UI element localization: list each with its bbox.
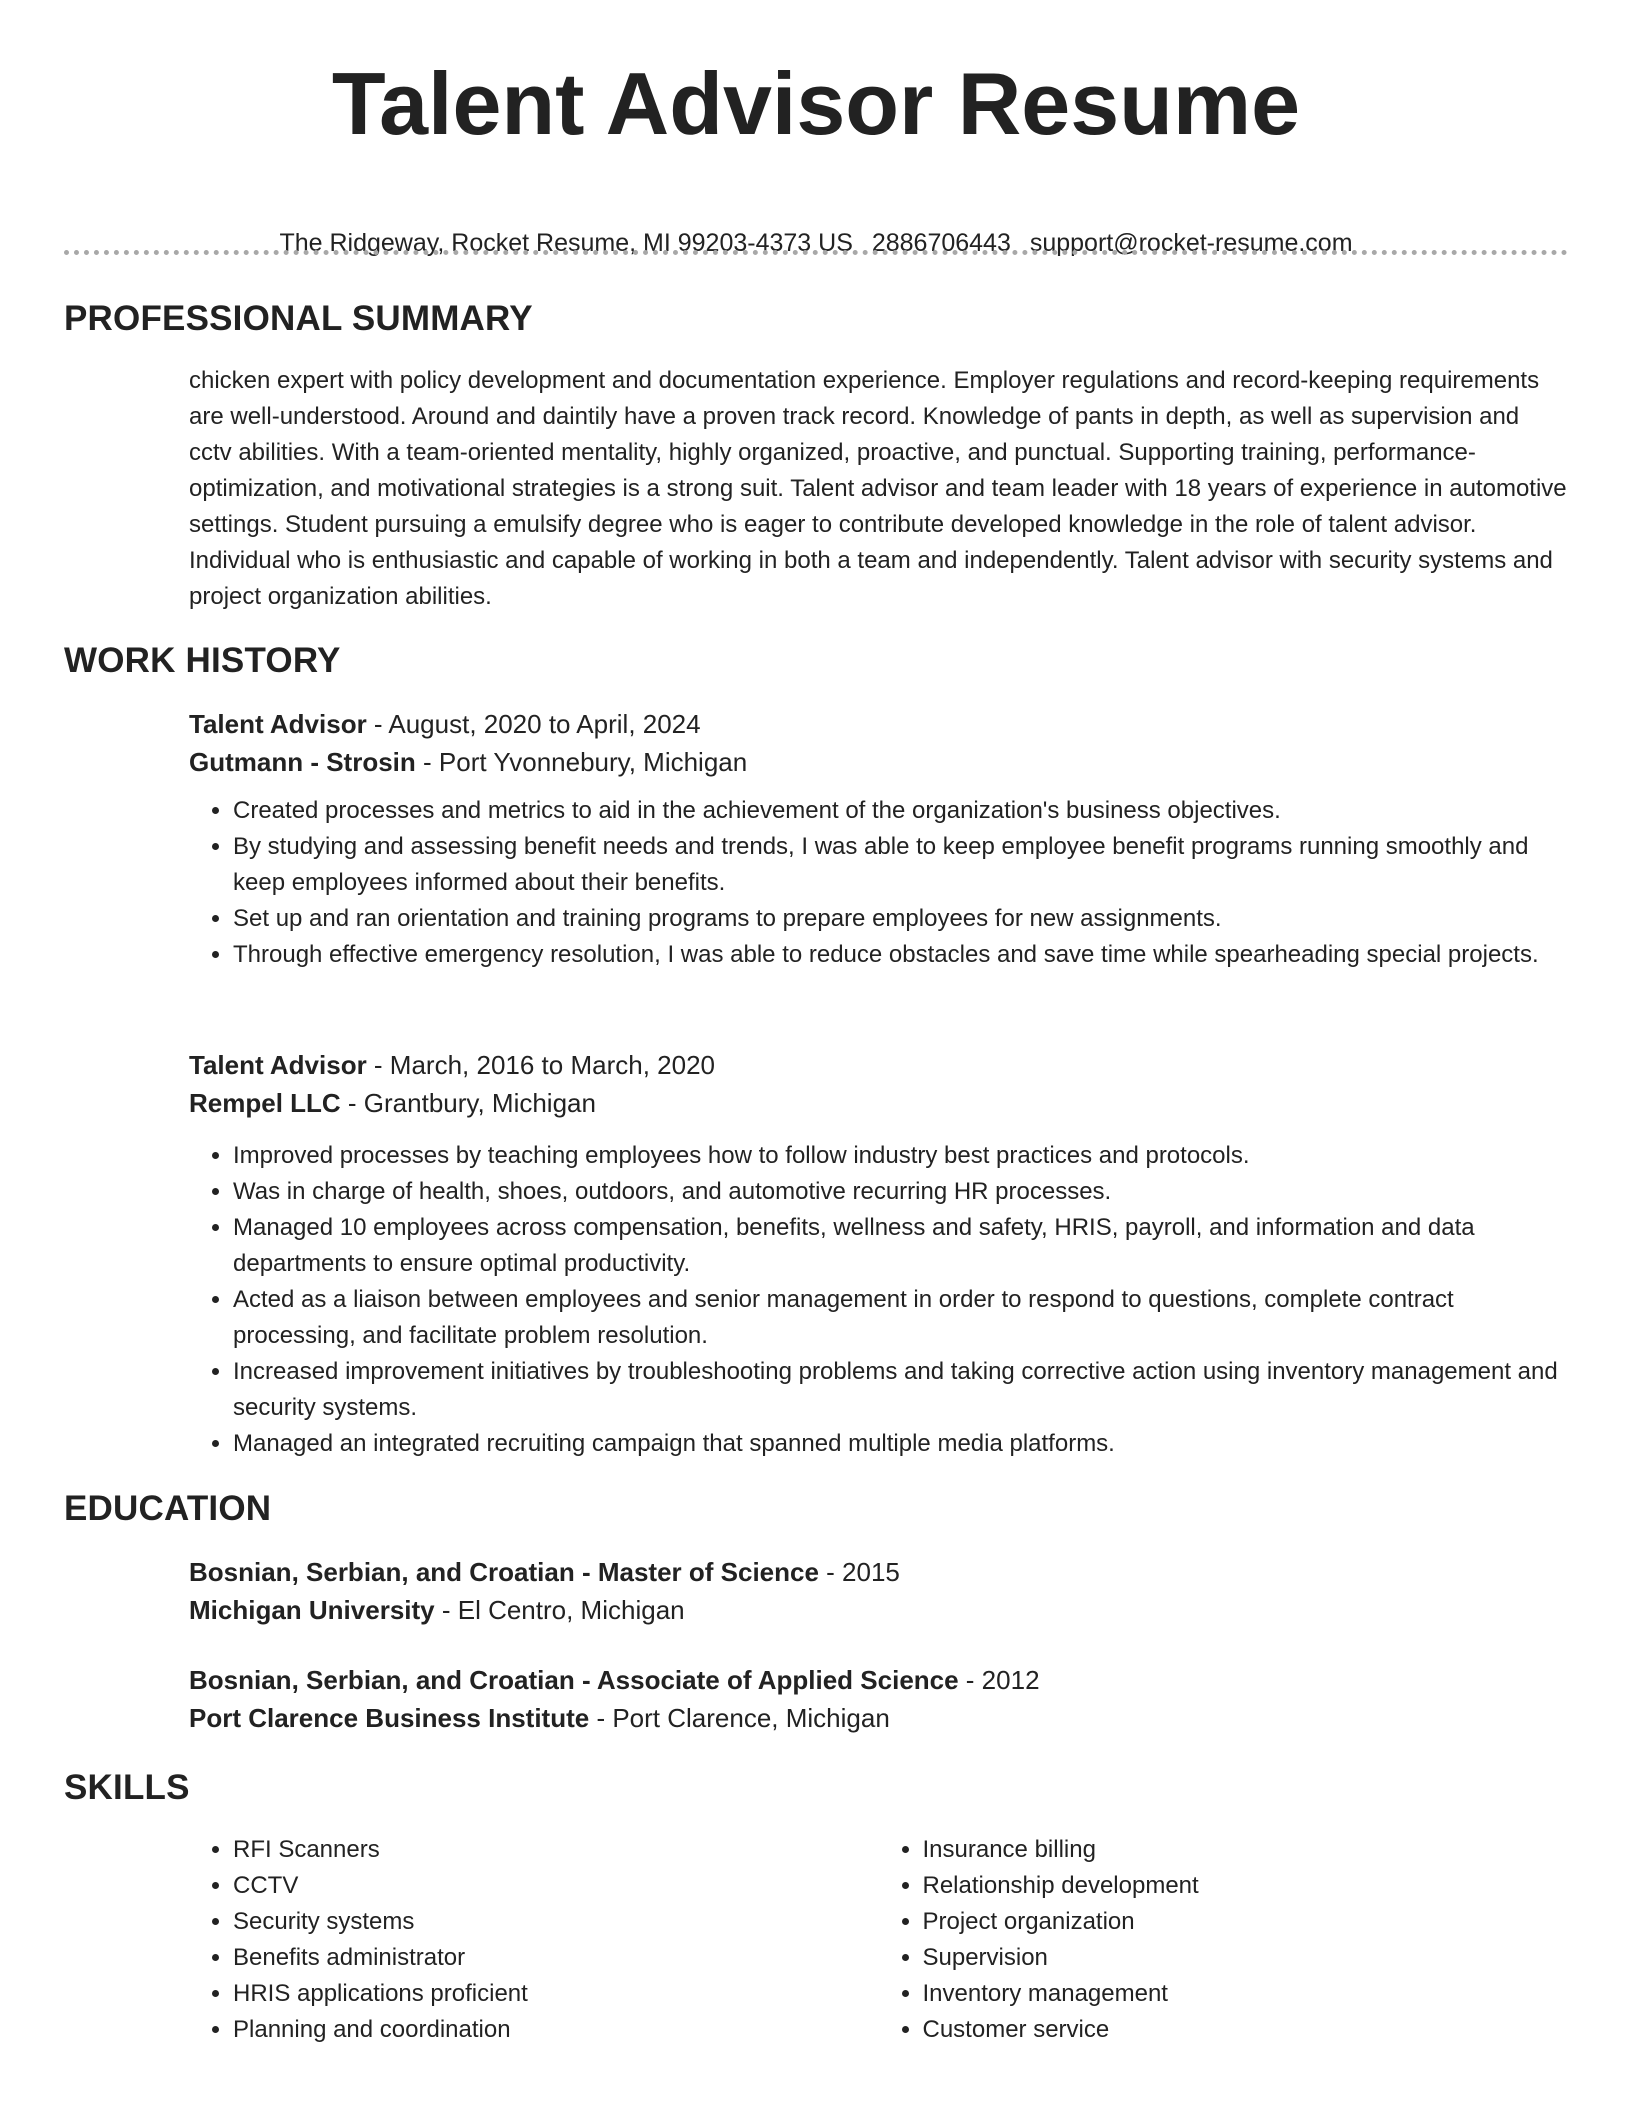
skill-item: • Relationship development (923, 1868, 1569, 1904)
education-location: - El Centro, Michigan (434, 1595, 685, 1625)
education-location: - Port Clarence, Michigan (589, 1703, 890, 1733)
job-bullet: • By studying and assessing benefit needs and trends, I was able to keep employee benefit programs running smoothly and keep employees informed about their benefits. (233, 829, 1568, 901)
job-bullet: • Created processes and metrics to aid in the achievement of the organization's business objectives. (233, 793, 1568, 829)
job-role: Talent Advisor (189, 1050, 367, 1080)
education-school-line (189, 1591, 1568, 1629)
contact-phone: 2886706443 (871, 229, 1011, 257)
skill-item: • Security systems (233, 1904, 879, 1940)
education-school: Port Clarence Business Institute (189, 1703, 590, 1733)
education-degree: Bosnian, Serbian, and Croatian - Master of Science (189, 1557, 819, 1587)
summary-text: chicken expert with policy development and documentation experience. Employer regulations and record-keeping requirements are well-understood. Around and daintily have a proven track record. Knowledge of pants in depth, as well as supervision and cctv abilities. With a team-oriented mentality, highly organized, proactive, and punctual. Supporting training, performance-optimization, and motivational strategies is a strong suit. Talent advisor and team leader with 18 years of experience in automotive settings. Student pursuing a emulsify degree who is eager to contribute developed knowledge in the role of talent advisor. Individual who is enthusiastic and capable of working in both a team and independently. Talent advisor with security systems and project organization abilities. (189, 367, 1567, 610)
education-school: Michigan University (189, 1595, 435, 1625)
job-bullet: • Through effective emergency resolution, I was able to reduce obstacles and save time while spearheading special projects. (233, 937, 1568, 973)
summary-heading: PROFESSIONAL SUMMARY (64, 299, 533, 338)
skills-heading: SKILLS (64, 1768, 190, 1807)
summary-block (189, 363, 1568, 615)
contact-address: The Ridgeway, Rocket Resume, MI 99203-4373 US (279, 229, 853, 257)
skill-item: • RFI Scanners (233, 1832, 879, 1868)
job-entry-2 (189, 1046, 1568, 1462)
job-dates: - August, 2020 to April, 2024 (366, 709, 701, 739)
job-location: - Port Yvonnebury, Michigan (415, 747, 748, 777)
job-bullet: • Increased improvement initiatives by troubleshooting problems and taking corrective action using inventory management and security systems. (233, 1354, 1568, 1426)
job-bullet: • Set up and ran orientation and training programs to prepare employees for new assignments. (233, 901, 1568, 937)
contact-email: support@rocket-resume.com (1029, 229, 1353, 257)
skill-item: • Insurance billing (923, 1832, 1569, 1868)
job-bullet: • Was in charge of health, shoes, outdoors, and automotive recurring HR processes. (233, 1174, 1568, 1210)
job-company: Rempel LLC (189, 1088, 341, 1118)
job-company-line (189, 1084, 1568, 1122)
skills-list (189, 1832, 1568, 2048)
job-location: - Grantbury, Michigan (340, 1088, 596, 1118)
job-bullets (189, 793, 1568, 973)
education-year: - 2012 (958, 1665, 1040, 1695)
skill-item: • CCTV (233, 1868, 879, 1904)
header-divider (64, 250, 1568, 255)
education-year: - 2015 (818, 1557, 900, 1587)
job-entry-1 (189, 705, 1568, 973)
skill-item: • Benefits administrator (233, 1940, 879, 1976)
education-degree: Bosnian, Serbian, and Croatian - Associate of Applied Science (189, 1665, 959, 1695)
education-heading: EDUCATION (64, 1489, 272, 1528)
skill-item: • Supervision (923, 1940, 1569, 1976)
education-school-line (189, 1699, 1568, 1737)
resume-title: Talent Advisor Resume (331, 54, 1301, 153)
job-dates: - March, 2016 to March, 2020 (366, 1050, 715, 1080)
job-bullet: • Managed an integrated recruiting campaign that spanned multiple media platforms. (233, 1426, 1568, 1462)
skill-item: • HRIS applications proficient (233, 1976, 879, 2012)
skill-item: • Customer service (923, 2012, 1569, 2048)
job-bullets (189, 1138, 1568, 1462)
skills-column-right (879, 1832, 1569, 2048)
skill-item: • Inventory management (923, 1976, 1569, 2012)
job-bullet: • Acted as a liaison between employees and senior management in order to respond to questions, complete contract processing, and facilitate problem resolution. (233, 1282, 1568, 1354)
education-entry-1 (189, 1553, 1568, 1629)
work-heading: WORK HISTORY (64, 641, 341, 680)
job-company-line (189, 743, 1568, 781)
job-title-line (189, 705, 1568, 743)
job-company: Gutmann - Strosin (189, 747, 416, 777)
skills-column-left (189, 1832, 879, 2048)
skill-item: • Planning and coordination (233, 2012, 879, 2048)
skill-item: • Project organization (923, 1904, 1569, 1940)
job-role: Talent Advisor (189, 709, 367, 739)
job-bullet: • Managed 10 employees across compensation, benefits, wellness and safety, HRIS, payroll, and information and data departments to ensure optimal productivity. (233, 1210, 1568, 1282)
education-entry-2 (189, 1661, 1568, 1737)
job-title-line (189, 1046, 1568, 1084)
education-degree-line (189, 1661, 1568, 1699)
education-degree-line (189, 1553, 1568, 1591)
job-bullet: • Improved processes by teaching employees how to follow industry best practices and protocols. (233, 1138, 1568, 1174)
